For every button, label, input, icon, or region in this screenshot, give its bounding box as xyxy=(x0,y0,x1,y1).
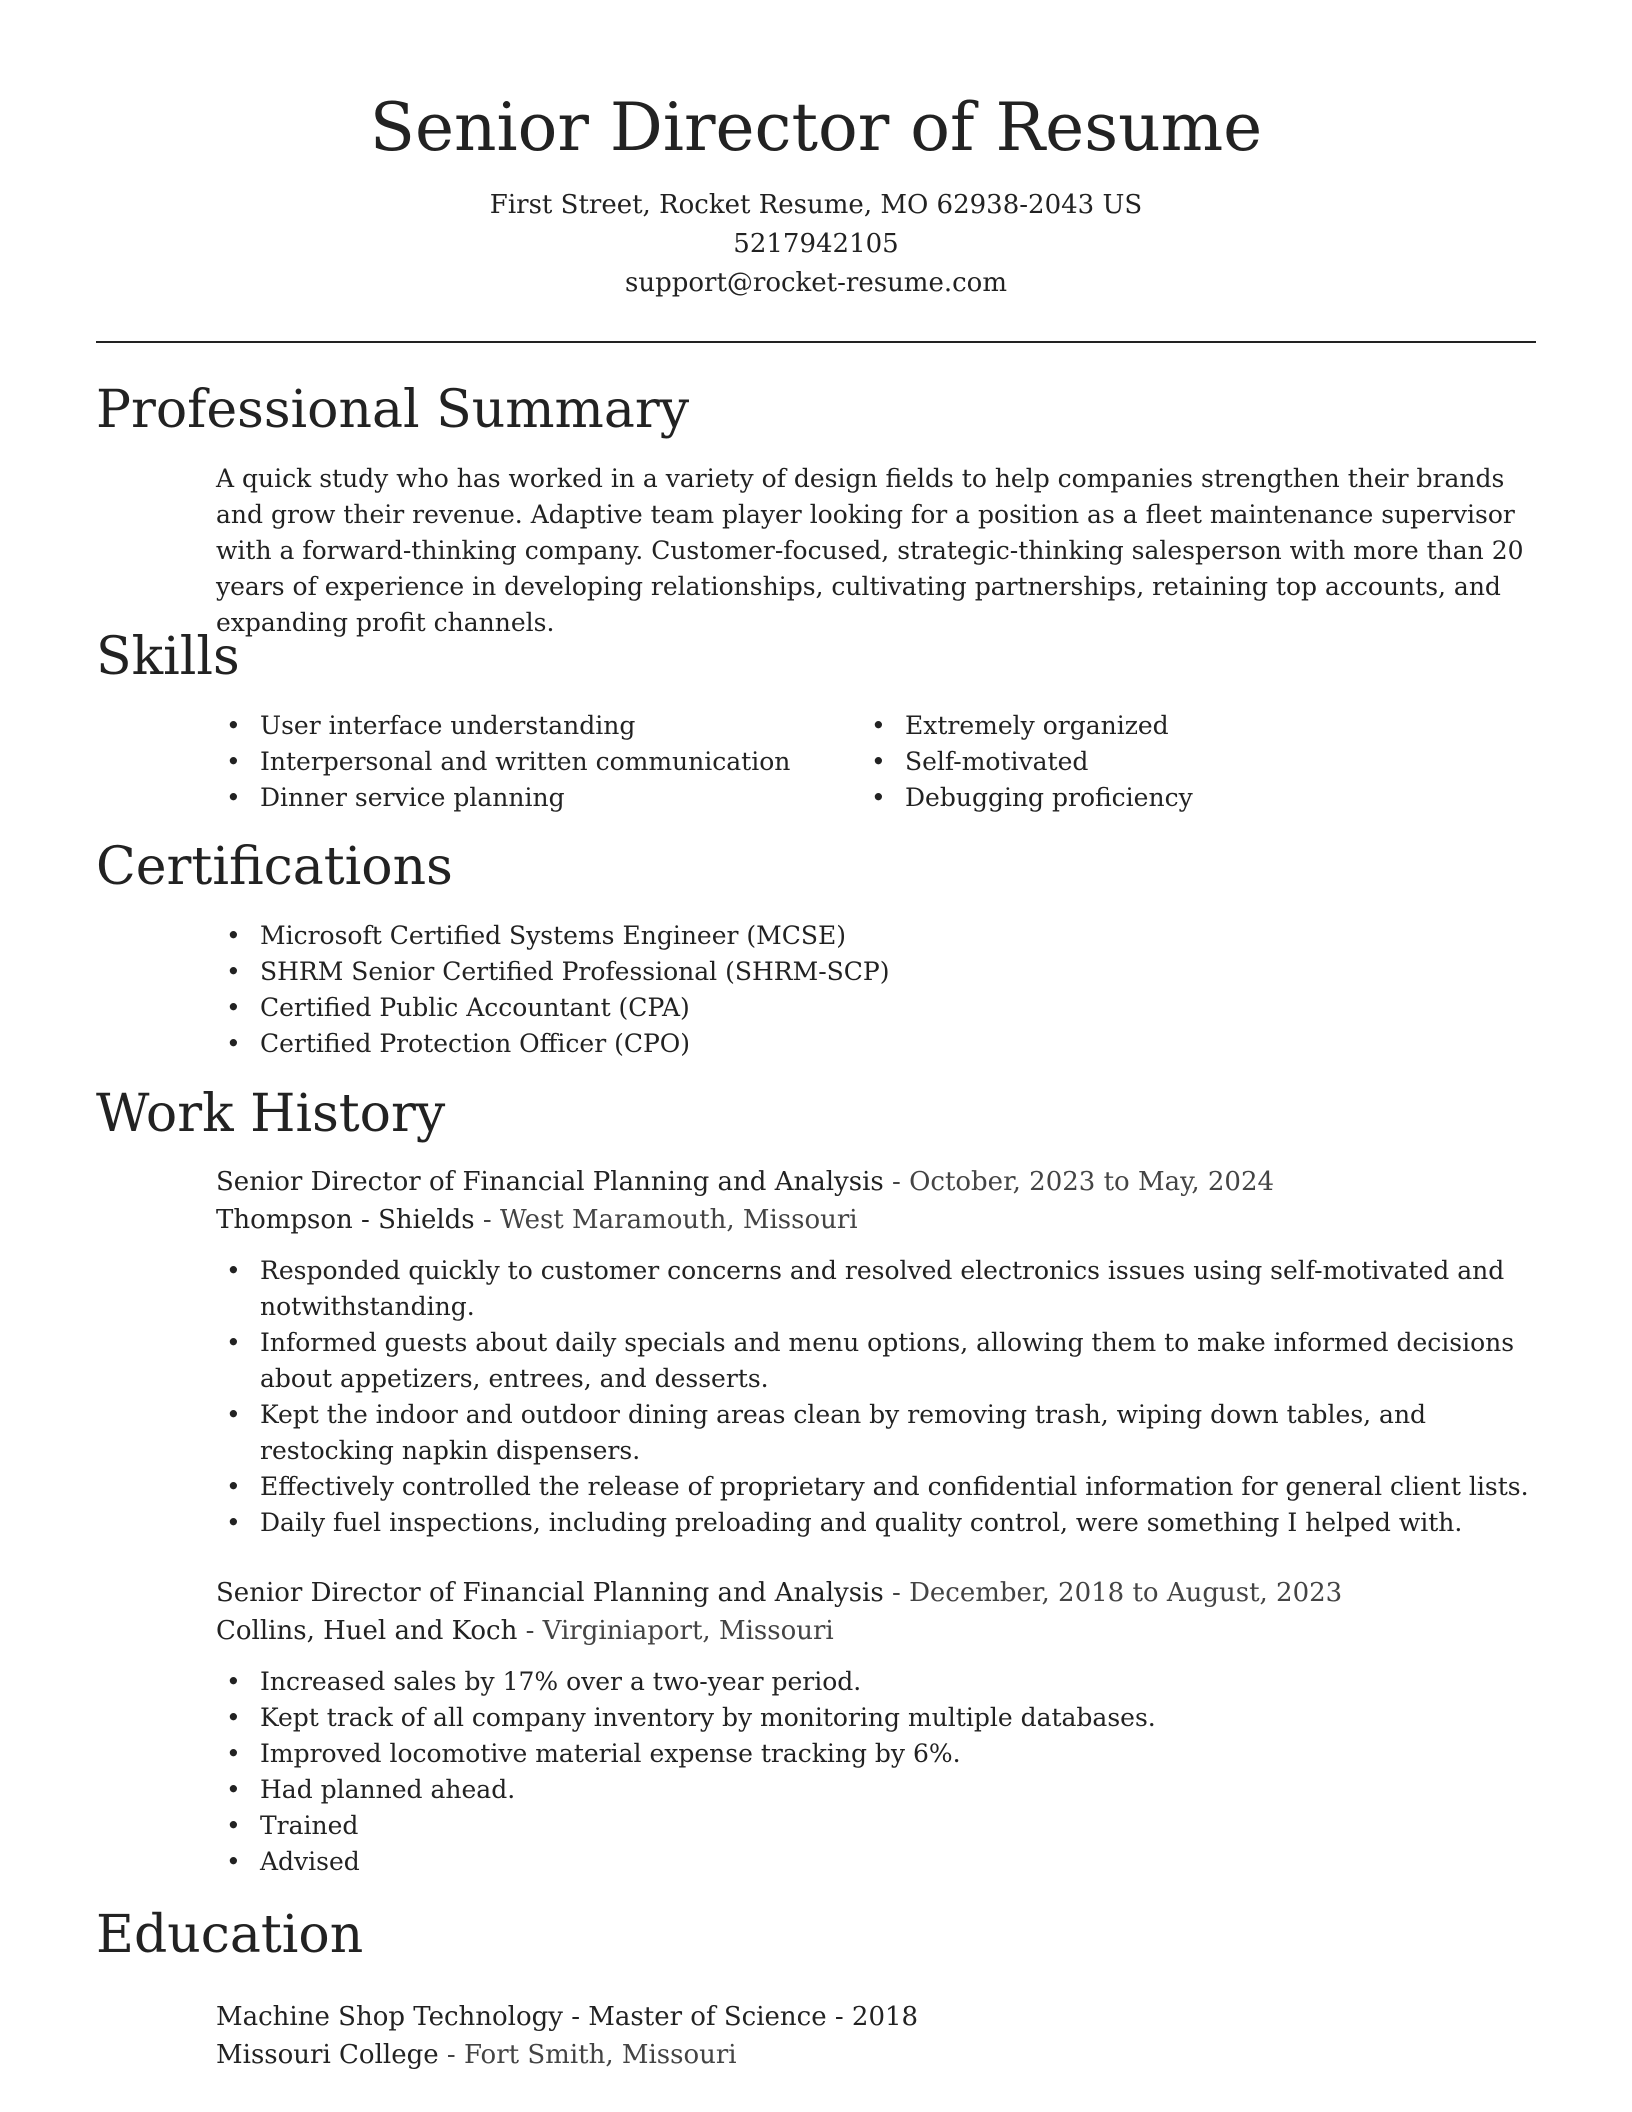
education-entry xyxy=(216,1998,918,2074)
certification-item: • Certified Protection Officer (CPO) xyxy=(216,1026,890,1062)
contact-address: First Street, Rocket Resume, MO 62938-2043 US xyxy=(489,190,1143,220)
resume-name: Senior Director of Resume xyxy=(369,89,1263,166)
certification-item: • Certified Public Accountant (CPA) xyxy=(216,990,890,1026)
job-bullet: • Increased sales by 17% over a two-year period. xyxy=(216,1664,1536,1700)
skills-list-right xyxy=(861,708,1193,816)
job-bullet: • Advised xyxy=(216,1844,1536,1880)
education-degree: Machine Shop Technology - Master of Science - 2018 xyxy=(216,2002,919,2032)
skill-item: • Extremely organized xyxy=(861,708,1193,744)
job-dates: - December, 2018 to August, 2023 xyxy=(883,1578,1343,1608)
job-entry xyxy=(216,1163,1536,1541)
job-bullet: • Daily fuel inspections, including preloading and quality control, were something I helped with. xyxy=(216,1505,1536,1541)
resume-header xyxy=(0,0,1632,303)
job-bullets xyxy=(216,1664,1536,1880)
education-school: Missouri College xyxy=(216,2040,439,2070)
job-bullet: • Trained xyxy=(216,1808,1536,1844)
skills-heading: Skills xyxy=(96,627,240,687)
job-role: Senior Director of Financial Planning and Analysis xyxy=(216,1167,884,1197)
job-location: - West Maramouth, Missouri xyxy=(474,1205,858,1235)
job-bullet: • Kept track of all company inventory by monitoring multiple databases. xyxy=(216,1700,1536,1736)
skill-item: • User interface understanding xyxy=(216,708,790,744)
job-title-line xyxy=(216,1574,1536,1612)
work-history-heading: Work History xyxy=(96,1084,446,1144)
education-heading: Education xyxy=(96,1905,364,1965)
skill-item: • Interpersonal and written communication xyxy=(216,744,790,780)
job-bullet: • Effectively controlled the release of proprietary and confidential information for general client lists. xyxy=(216,1469,1536,1505)
header-divider xyxy=(96,341,1536,343)
certifications-list xyxy=(216,918,890,1062)
job-bullet: • Had planned ahead. xyxy=(216,1772,1536,1808)
education-school-line xyxy=(216,2036,918,2074)
job-role: Senior Director of Financial Planning and Analysis xyxy=(216,1578,884,1608)
summary-text: A quick study who has worked in a variety of design fields to help companies strengthen their brands and grow their revenue. Adaptive team player looking for a position as a fleet maintenance supervisor with a forward-thinking company. Customer-focused, strategic-thinking salesperson with more than 20 years of experience in developing relationships, cultivating partnerships, retaining top accounts, and expanding profit channels. xyxy=(216,464,1524,637)
certification-item: • Microsoft Certified Systems Engineer (MCSE) xyxy=(216,918,890,954)
job-bullet: • Responded quickly to customer concerns and resolved electronics issues using self-motivated and notwithstanding. xyxy=(216,1253,1536,1325)
job-bullets xyxy=(216,1253,1536,1541)
job-bullet: • Kept the indoor and outdoor dining areas clean by removing trash, wiping down tables, and restocking napkin dispensers. xyxy=(216,1397,1536,1469)
job-company: Thompson - Shields xyxy=(216,1205,475,1235)
job-company-line xyxy=(216,1201,1536,1239)
job-entry xyxy=(216,1574,1536,1880)
certifications-heading: Certifications xyxy=(96,837,453,897)
job-bullet: • Informed guests about daily specials and menu options, allowing them to make informed decisions about appetizers, entrees, and desserts. xyxy=(216,1325,1536,1397)
job-company: Collins, Huel and Koch xyxy=(216,1616,518,1646)
job-title-line xyxy=(216,1163,1536,1201)
contact-phone: 5217942105 xyxy=(733,229,899,259)
job-location: - Virginiaport, Missouri xyxy=(517,1616,834,1646)
contact-block xyxy=(0,186,1632,303)
contact-email: support@rocket-resume.com xyxy=(624,268,1007,298)
job-bullet: • Improved locomotive material expense tracking by 6%. xyxy=(216,1736,1536,1772)
skills-list-left xyxy=(216,708,790,816)
skill-item: • Dinner service planning xyxy=(216,780,790,816)
skill-item: • Debugging proficiency xyxy=(861,780,1193,816)
education-location: - Fort Smith, Missouri xyxy=(438,2040,737,2070)
summary-heading: Professional Summary xyxy=(96,380,690,440)
skill-item: • Self-motivated xyxy=(861,744,1193,780)
job-company-line xyxy=(216,1612,1536,1650)
job-dates: - October, 2023 to May, 2024 xyxy=(883,1167,1275,1197)
certification-item: • SHRM Senior Certified Professional (SHRM-SCP) xyxy=(216,954,890,990)
